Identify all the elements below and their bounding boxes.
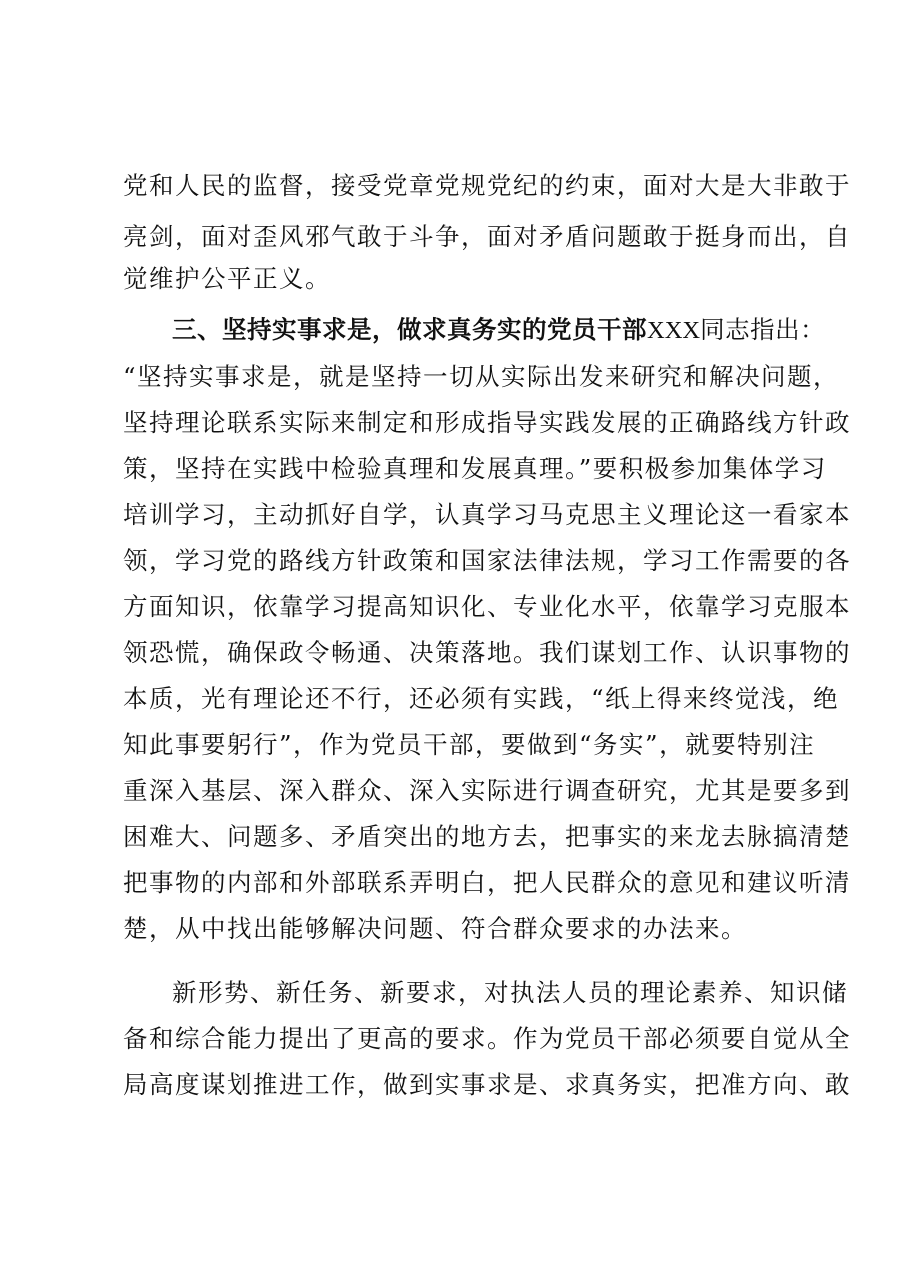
text-line: 培训学习，主动抓好自学，认真学习马克思主义理论这一看家本 bbox=[123, 500, 851, 529]
text-line: 觉维护公平正义。 bbox=[123, 264, 331, 293]
text-line: 本质，光有理论还不行，还必须有实践，“纸上得来终觉浅，绝 bbox=[123, 684, 840, 713]
text-line: 把事物的内部和外部联系弄明白，把人民群众的意见和建议听清 bbox=[123, 868, 851, 897]
section-heading bbox=[172, 305, 909, 355]
heading-placeholder-name: XXX bbox=[647, 317, 701, 344]
heading-tail-text: 同志指出： bbox=[700, 315, 826, 344]
text-line: 策，坚持在实践中检验真理和发展真理。”要积极参加集体学习 bbox=[123, 454, 827, 483]
text-line: 方面知识，依靠学习提高知识化、专业化水平，依靠学习克服本 bbox=[123, 592, 851, 621]
text-line: 亮剑，面对歪风邪气敢于斗争，面对矛盾问题敢于挺身而出，自 bbox=[123, 222, 851, 251]
text-line: 知此事要躬行”，作为党员干部，要做到“务实”，就要特别注 bbox=[123, 730, 816, 759]
text-line: 局高度谋划推进工作，做到实事求是、求真务实，把准方向、敢 bbox=[123, 1070, 851, 1099]
text-line: “坚持实事求是，就是坚持一切从实际出发来研究和解决问题， bbox=[123, 362, 840, 391]
text-line: 重深入基层、深入群众、深入实际进行调查研究，尤其是要多到 bbox=[123, 776, 851, 805]
text-line: 楚，从中找出能够解决问题、符合群众要求的办法来。 bbox=[123, 914, 747, 943]
text-line: 领恐慌，确保政令畅通、决策落地。我们谋划工作、认识事物的 bbox=[123, 638, 851, 667]
text-line: 新形势、新任务、新要求，对执法人员的理论素养、知识储 bbox=[172, 978, 848, 1007]
section-heading-title: 三、坚持实事求是，做求真务实的党员干部 bbox=[172, 315, 647, 344]
text-line: 坚持理论联系实际来制定和形成指导实践发展的正确路线方针政 bbox=[123, 408, 851, 437]
text-line: 领，学习党的路线方针政策和国家法律法规，学习工作需要的各 bbox=[123, 546, 851, 575]
text-line: 备和综合能力提出了更高的要求。作为党员干部必须要自觉从全 bbox=[123, 1024, 851, 1053]
section-heading-tail bbox=[647, 315, 825, 344]
text-line: 党和人民的监督，接受党章党规党纪的约束，面对大是大非敢于 bbox=[123, 171, 851, 200]
text-line: 困难大、问题多、矛盾突出的地方去，把事实的来龙去脉搞清楚 bbox=[123, 822, 851, 851]
